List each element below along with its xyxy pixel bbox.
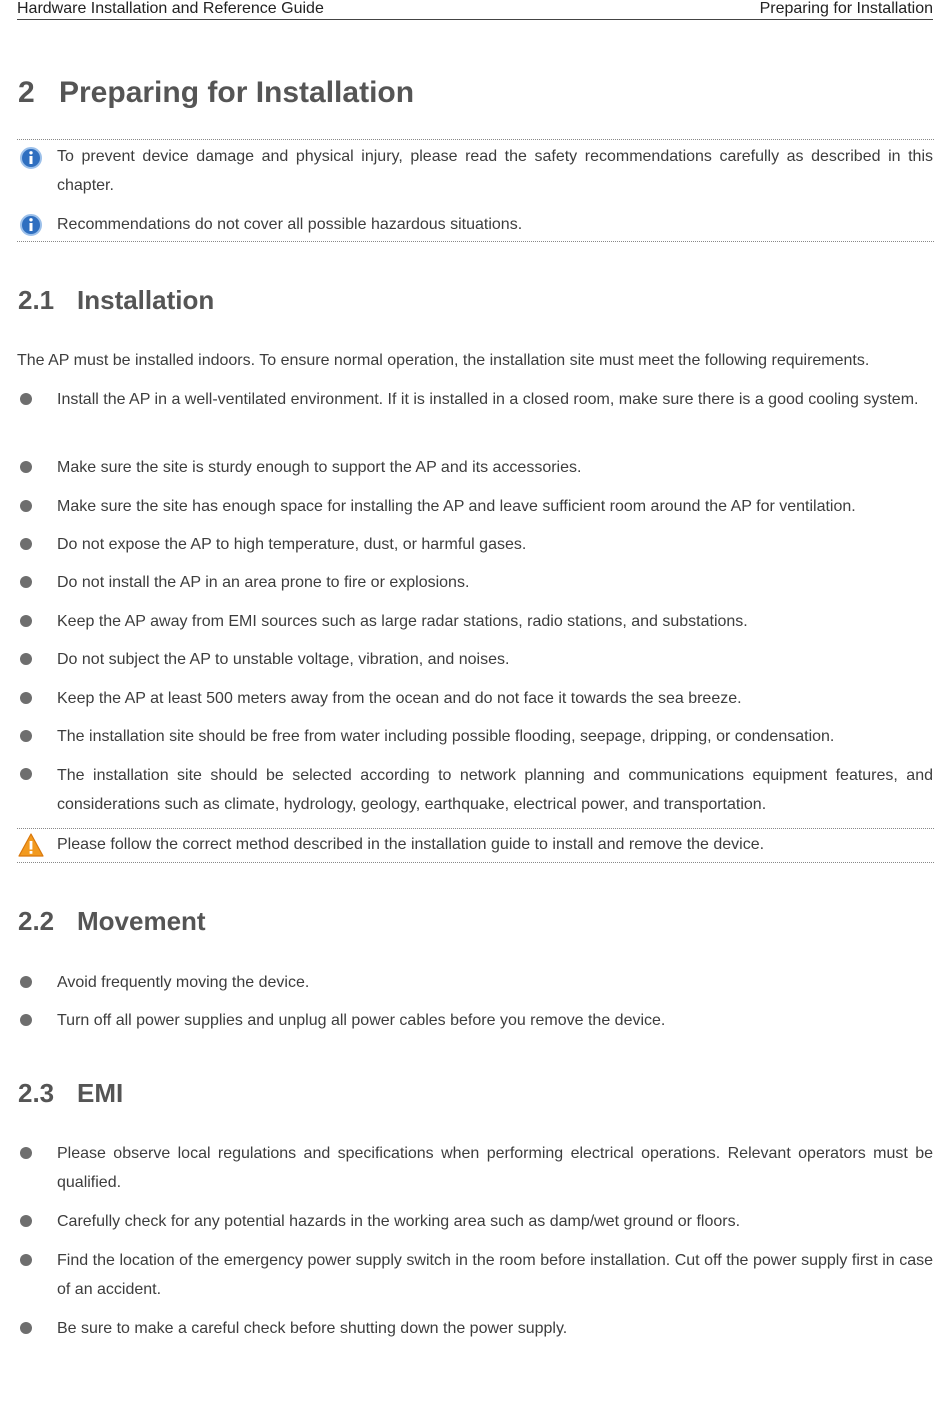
list-item: Avoid frequently moving the device. — [57, 974, 310, 991]
bullet-icon — [20, 1014, 32, 1026]
bullet-icon — [20, 576, 32, 588]
chapter-number: 2 — [18, 76, 35, 109]
warning-divider-top — [17, 828, 934, 829]
bullet-icon — [20, 1215, 32, 1227]
bullet-icon — [20, 615, 32, 627]
list-item: Carefully check for any potential hazards in the working area such as damp/wet ground or floors. — [57, 1213, 741, 1230]
header-chapter-title: Preparing for Installation — [759, 0, 933, 17]
list-item: Install the AP in a well-ventilated environment. If it is installed in a closed room, make sure there is a good cooling system. — [57, 391, 919, 408]
list-item: Do not subject the AP to unstable voltage, vibration, and noises. — [57, 651, 510, 668]
section-title-movement — [18, 906, 206, 937]
list-item: Make sure the site has enough space for installing the AP and leave sufficient room around the AP for ventilation. — [57, 498, 856, 515]
bullet-icon — [20, 692, 32, 704]
bullet-icon — [20, 1322, 32, 1334]
list-item: Please observe local regulations and specifications when performing electrical operations. Relevant operators must be qualified. — [57, 1145, 933, 1191]
bullet-icon — [20, 1147, 32, 1159]
list-item: Make sure the site is sturdy enough to support the AP and its accessories. — [57, 459, 582, 476]
section-number: 2.2 — [18, 906, 55, 936]
bullet-icon — [20, 976, 32, 988]
bullet-icon — [20, 461, 32, 473]
section-title-emi — [18, 1078, 123, 1109]
section-title-text: Movement — [77, 906, 206, 936]
section-number: 2.3 — [18, 1078, 55, 1108]
list-item: Be sure to make a careful check before shutting down the power supply. — [57, 1320, 568, 1337]
note-divider-top — [17, 139, 934, 140]
bullet-icon — [20, 730, 32, 742]
list-item: Turn off all power supplies and unplug all power cables before you remove the device. — [57, 1012, 666, 1029]
list-item: Find the location of the emergency power supply switch in the room before installation. Cut off the power supply first in case of an accident. — [57, 1252, 933, 1298]
bullet-icon — [20, 1254, 32, 1266]
list-item: Do not expose the AP to high temperature, dust, or harmful gases. — [57, 536, 527, 553]
bullet-icon — [20, 393, 32, 405]
note-divider-bottom — [17, 241, 934, 242]
warning-icon — [18, 832, 44, 858]
bullet-icon — [20, 653, 32, 665]
list-item: Do not install the AP in an area prone to fire or explosions. — [57, 574, 470, 591]
note-text: To prevent device damage and physical injury, please read the safety recommendations carefully as described in this chapter. — [57, 148, 933, 194]
info-icon — [18, 145, 44, 171]
list-item: The installation site should be free from water including possible flooding, seepage, dripping, or condensation. — [57, 728, 835, 745]
note-text: Recommendations do not cover all possible hazardous situations. — [57, 216, 523, 233]
list-item: Keep the AP away from EMI sources such as large radar stations, radio stations, and substations. — [57, 613, 748, 630]
info-icon — [18, 212, 44, 238]
section-title-text: Installation — [77, 285, 215, 315]
section-number: 2.1 — [18, 285, 55, 315]
bullet-icon — [20, 500, 32, 512]
page-header — [17, 0, 933, 20]
warning-divider-bottom — [17, 862, 934, 863]
section-title-installation — [18, 285, 214, 316]
chapter-title — [18, 76, 414, 110]
section-title-text: EMI — [77, 1078, 124, 1108]
header-guide-title: Hardware Installation and Reference Guide — [17, 0, 324, 17]
warning-text: Please follow the correct method described in the installation guide to install and remove the device. — [57, 836, 765, 853]
list-item: The installation site should be selected according to network planning and communications equipment features, and considerations such as climate, hydrology, geology, earthquake, electrical power, and transportation. — [57, 767, 933, 813]
chapter-title-text: Preparing for Installation — [59, 76, 415, 109]
installation-intro: The AP must be installed indoors. To ensure normal operation, the installation site must meet the following requirements. — [17, 352, 870, 369]
bullet-icon — [20, 538, 32, 550]
list-item: Keep the AP at least 500 meters away from the ocean and do not face it towards the sea breeze. — [57, 690, 742, 707]
bullet-icon — [20, 768, 32, 780]
